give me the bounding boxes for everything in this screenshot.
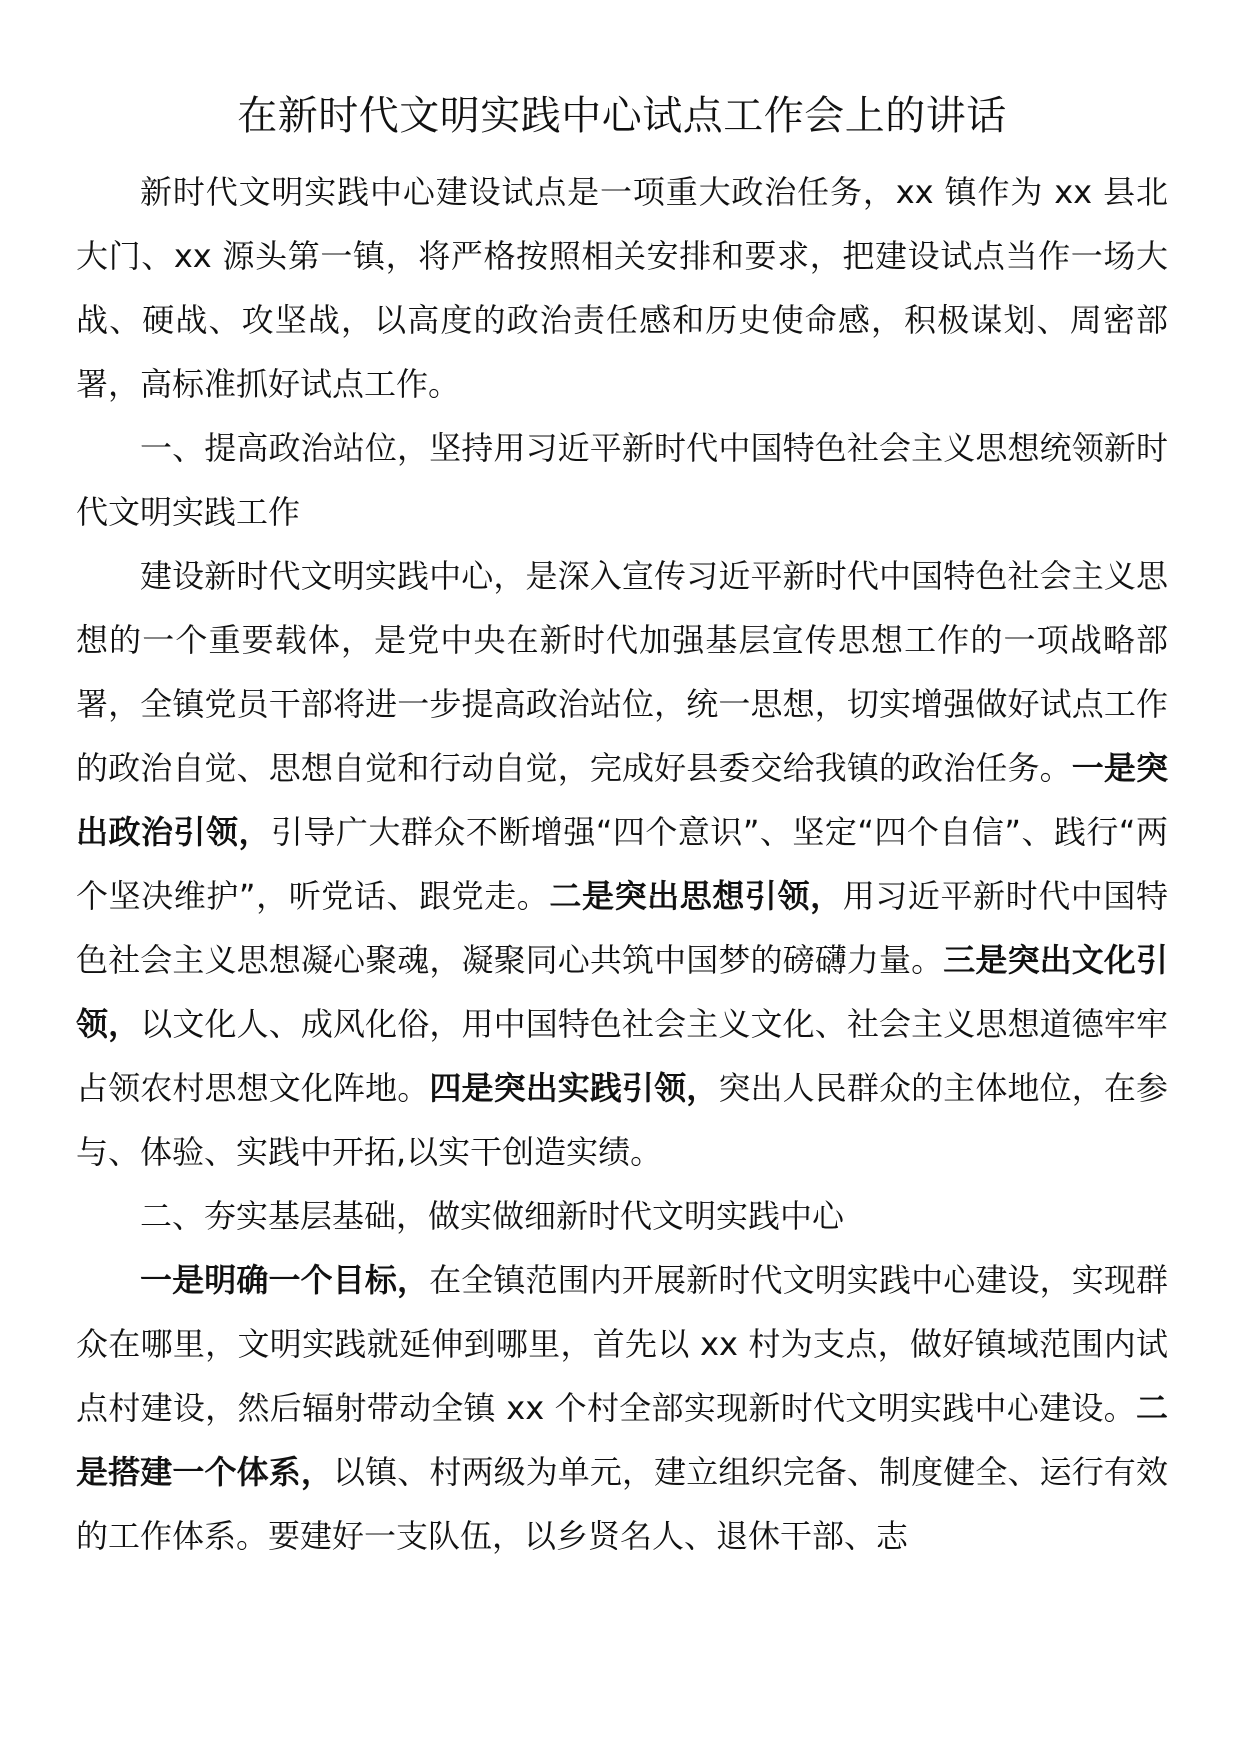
intro-paragraph: 新时代文明实践中心建设试点是一项重大政治任务，xx 镇作为 xx 县北大门、xx 源头第一镇，将严格按照相关安排和要求，把建设试点当作一场大战、硬战、攻坚战，以高度的政治责任感和历史使命感，积极谋划、周密部署，高标准抓好试点工作。 [76, 173, 1168, 403]
system-bold: 二是搭建一个体系， [76, 1389, 1168, 1491]
document-body [76, 88, 1168, 1568]
goal-text: 在全镇范围内开展新时代文明实践中心建设，实现群众在哪里，文明实践就延伸到哪里，首先以 xx 村为支点，做好镇域范围内试点村建设，然后辐射带动全镇 xx 个村全部实现新时代文明实践中心建设。 [76, 1261, 1168, 1427]
point-1-bold: 一是突出政治引领， [76, 749, 1168, 851]
point-2-bold: 二是突出思想引领， [549, 877, 843, 915]
section-2-paragraph [76, 1248, 1168, 1568]
section-2-heading: 二、夯实基层基础，做实做细新时代文明实践中心 [140, 1197, 845, 1235]
system-text: 以镇、村两级为单元，建立组织完备、制度健全、运行有效的工作体系。要建好一支队伍，以乡贤名人、退休干部、志 [76, 1453, 1168, 1555]
section-1-text: 建设新时代文明实践中心，是深入宣传习近平新时代中国特色社会主义思想的一个重要载体，是党中央在新时代加强基层宣传思想工作的一项战略部署，全镇党员干部将进一步提高政治站位，统一思想，切实增强做好试点工作的政治自觉、思想自觉和行动自觉，完成好县委交给我镇的政治任务。 [76, 557, 1168, 787]
section-1-paragraph [76, 544, 1168, 1184]
point-4-bold: 四是突出实践引领， [429, 1069, 719, 1107]
section-1-heading: 一、提高政治站位，坚持用习近平新时代中国特色社会主义思想统领新时代文明实践工作 [76, 429, 1168, 531]
point-1-text: 引导广大群众不断增强“四个意识”、坚定“四个自信”、践行“两个坚决维护”，听党话、跟党走。 [76, 813, 1168, 915]
point-4-text: 突出人民群众的主体地位，在参与、体验、实践中开拓,以实干创造实绩。 [76, 1069, 1168, 1171]
point-2-text: 用习近平新时代中国特色社会主义思想凝心聚魂，凝聚同心共筑中国梦的磅礴力量。 [76, 877, 1168, 979]
goal-bold: 一是明确一个目标， [140, 1261, 430, 1299]
point-3-bold: 三是突出文化引领， [76, 941, 1168, 1043]
point-3-text: 以文化人、成风化俗，用中国特色社会主义文化、社会主义思想道德牢牢占领农村思想文化阵地。 [76, 1005, 1168, 1107]
document-title: 在新时代文明实践中心试点工作会上的讲话 [237, 93, 1007, 139]
